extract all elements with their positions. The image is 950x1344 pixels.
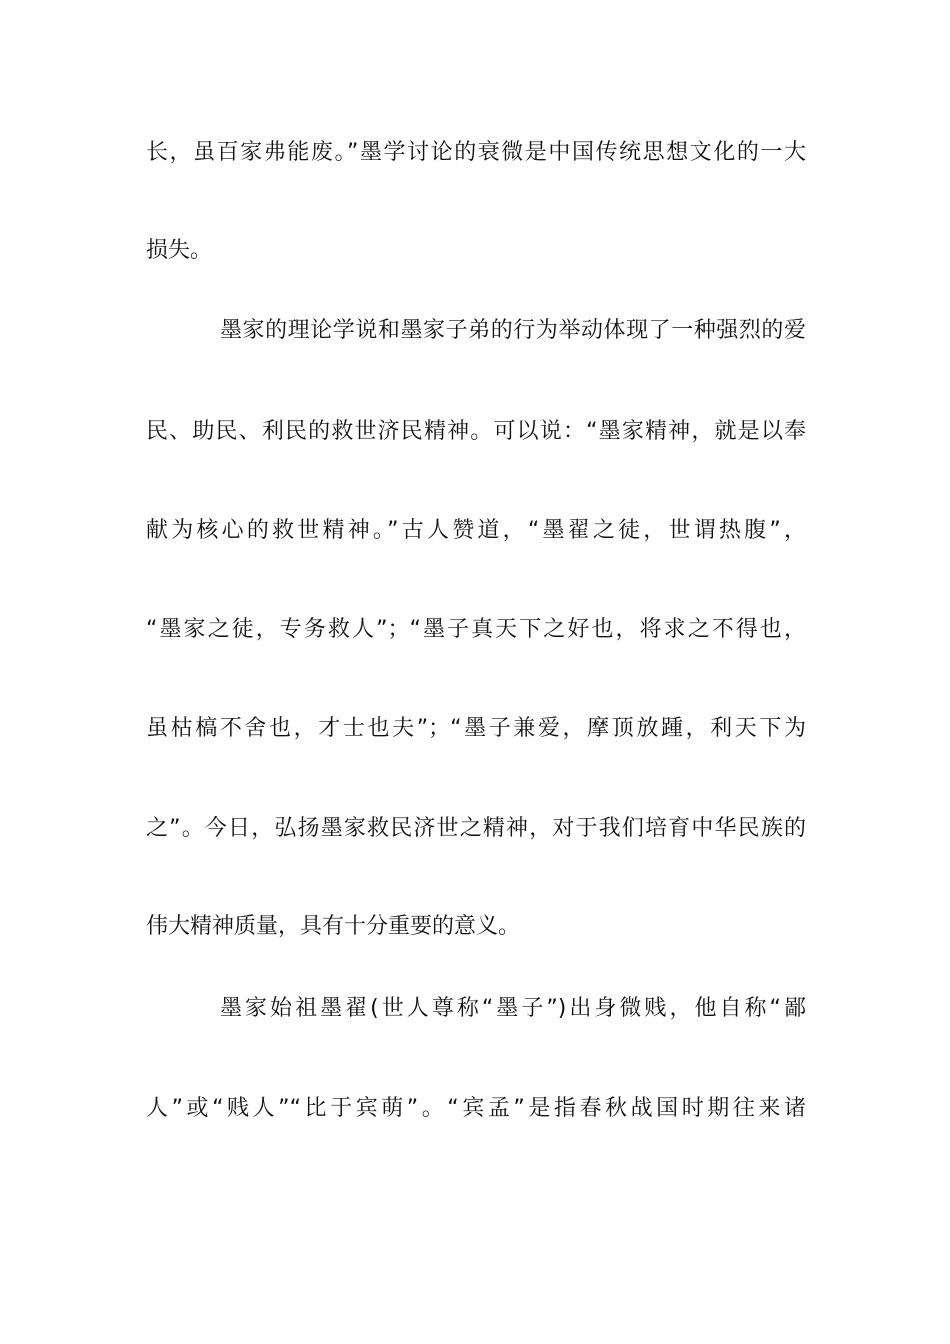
text-line: “墨家之徒，专务救人”；“墨子真天下之好也，将求之不得也， <box>146 617 806 642</box>
paragraph-first-line: 墨家始祖墨翟(世人尊称“墨子”)出身微贱，他自称“鄙 <box>220 996 806 1021</box>
text-line: 之”。今日，弘扬墨家救民济世之精神，对于我们培育中华民族的 <box>146 816 806 841</box>
text-line: 损失。 <box>146 238 213 263</box>
paragraph-first-line: 墨家的理论学说和墨家子弟的行为举动体现了一种强烈的爱 <box>220 318 806 343</box>
text-line: 长，虽百家弗能废。”墨学讨论的衰微是中国传统思想文化的一大 <box>146 140 806 165</box>
text-line: 献为核心的救世精神。”古人赞道，“墨翟之徒，世谓热腹”， <box>146 518 806 543</box>
text-line: 民、助民、利民的救世济民精神。可以说：“墨家精神，就是以奉 <box>146 419 806 444</box>
text-line: 伟大精神质量，具有十分重要的意义。 <box>146 914 521 939</box>
text-line: 人”或“贱人”“比于宾萌”。“宾孟”是指春秋战国时期往来诸 <box>146 1096 806 1121</box>
text-line: 虽枯槁不舍也，才士也夫”；“墨子兼爱，摩顶放踵，利天下为 <box>146 716 806 741</box>
